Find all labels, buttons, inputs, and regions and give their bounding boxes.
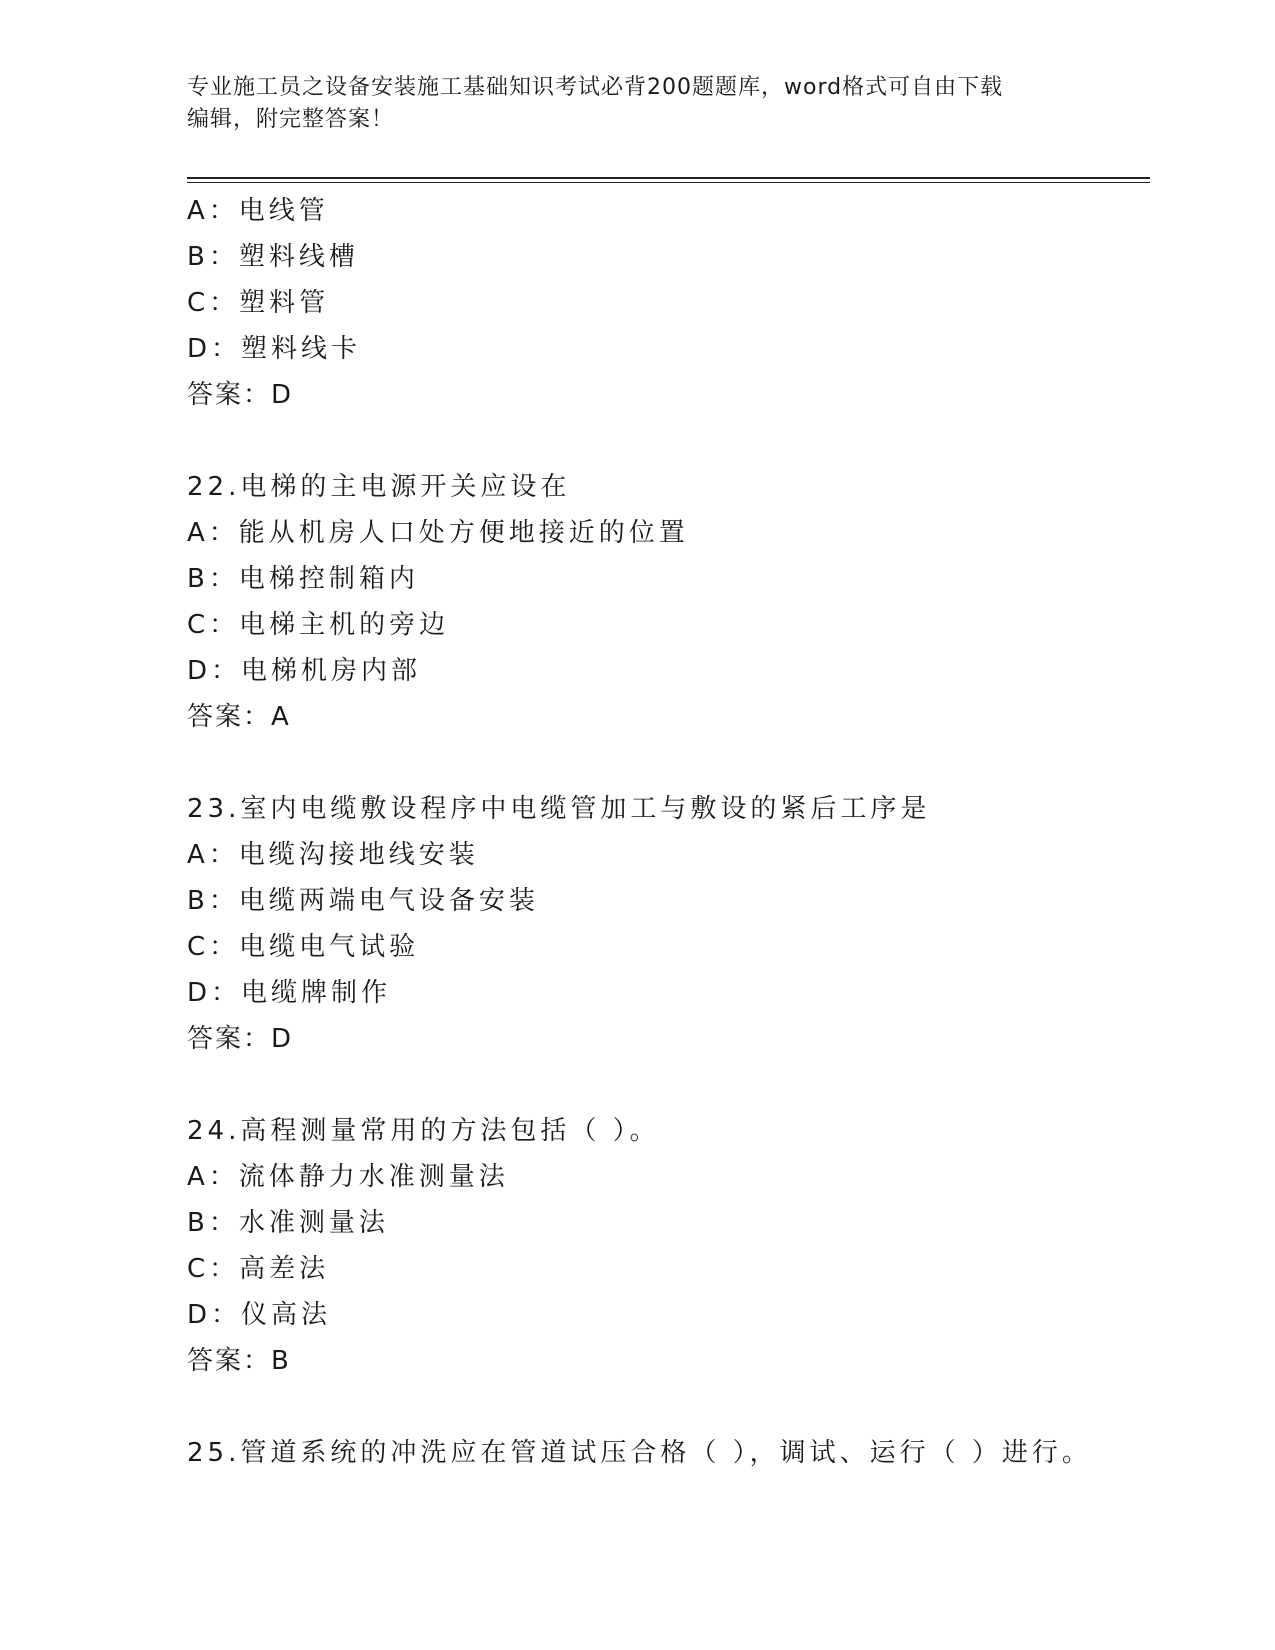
option-b: B：水准测量法 <box>187 1208 389 1238</box>
option-d: D：塑料线卡 <box>187 334 362 364</box>
option-d: D：电缆牌制作 <box>187 978 392 1008</box>
option-a: A：能从机房人口处方便地接近的位置 <box>187 518 689 548</box>
option-d: D：仪高法 <box>187 1300 332 1330</box>
question-stem: 24.高程测量常用的方法包括（ ）。 <box>187 1116 660 1146</box>
answer-line: 答案：B <box>187 1346 291 1376</box>
document-header <box>187 72 1087 136</box>
question-22 <box>187 464 1147 740</box>
option-c: C：电梯主机的旁边 <box>187 610 450 640</box>
question-list <box>187 188 1147 1476</box>
option-a: A：流体静力水准测量法 <box>187 1162 509 1192</box>
option-a: A：电线管 <box>187 196 329 226</box>
question-25 <box>187 1430 1147 1476</box>
spacer <box>187 740 1147 786</box>
header-divider-thin <box>187 182 1150 183</box>
option-c: C：电缆电气试验 <box>187 932 420 962</box>
option-b: B：塑料线槽 <box>187 242 359 272</box>
option-c: C：高差法 <box>187 1254 330 1284</box>
continued-question <box>187 188 1147 418</box>
header-divider-thick <box>187 177 1150 179</box>
option-a: A：电缆沟接地线安装 <box>187 840 479 870</box>
option-b: B：电梯控制箱内 <box>187 564 419 594</box>
spacer <box>187 418 1147 464</box>
question-24 <box>187 1108 1147 1384</box>
option-c: C：塑料管 <box>187 288 330 318</box>
answer-line: 答案：D <box>187 1024 294 1054</box>
question-stem: 22.电梯的主电源开关应设在 <box>187 472 571 502</box>
question-23 <box>187 786 1147 1062</box>
question-stem: 23.室内电缆敷设程序中电缆管加工与敷设的紧后工序是 <box>187 794 931 824</box>
spacer <box>187 1384 1147 1430</box>
header-line-2: 编辑，附完整答案！ <box>187 107 395 132</box>
option-b: B：电缆两端电气设备安装 <box>187 886 539 916</box>
answer-line: 答案：A <box>187 702 291 732</box>
answer-line: 答案：D <box>187 380 294 410</box>
spacer <box>187 1062 1147 1108</box>
question-stem: 25.管道系统的冲洗应在管道试压合格（ ），调试、运行（ ）进行。 <box>187 1438 1092 1468</box>
header-line-1: 专业施工员之设备安装施工基础知识考试必背200题题库，word格式可自由下载 <box>187 75 1004 100</box>
option-d: D：电梯机房内部 <box>187 656 422 686</box>
